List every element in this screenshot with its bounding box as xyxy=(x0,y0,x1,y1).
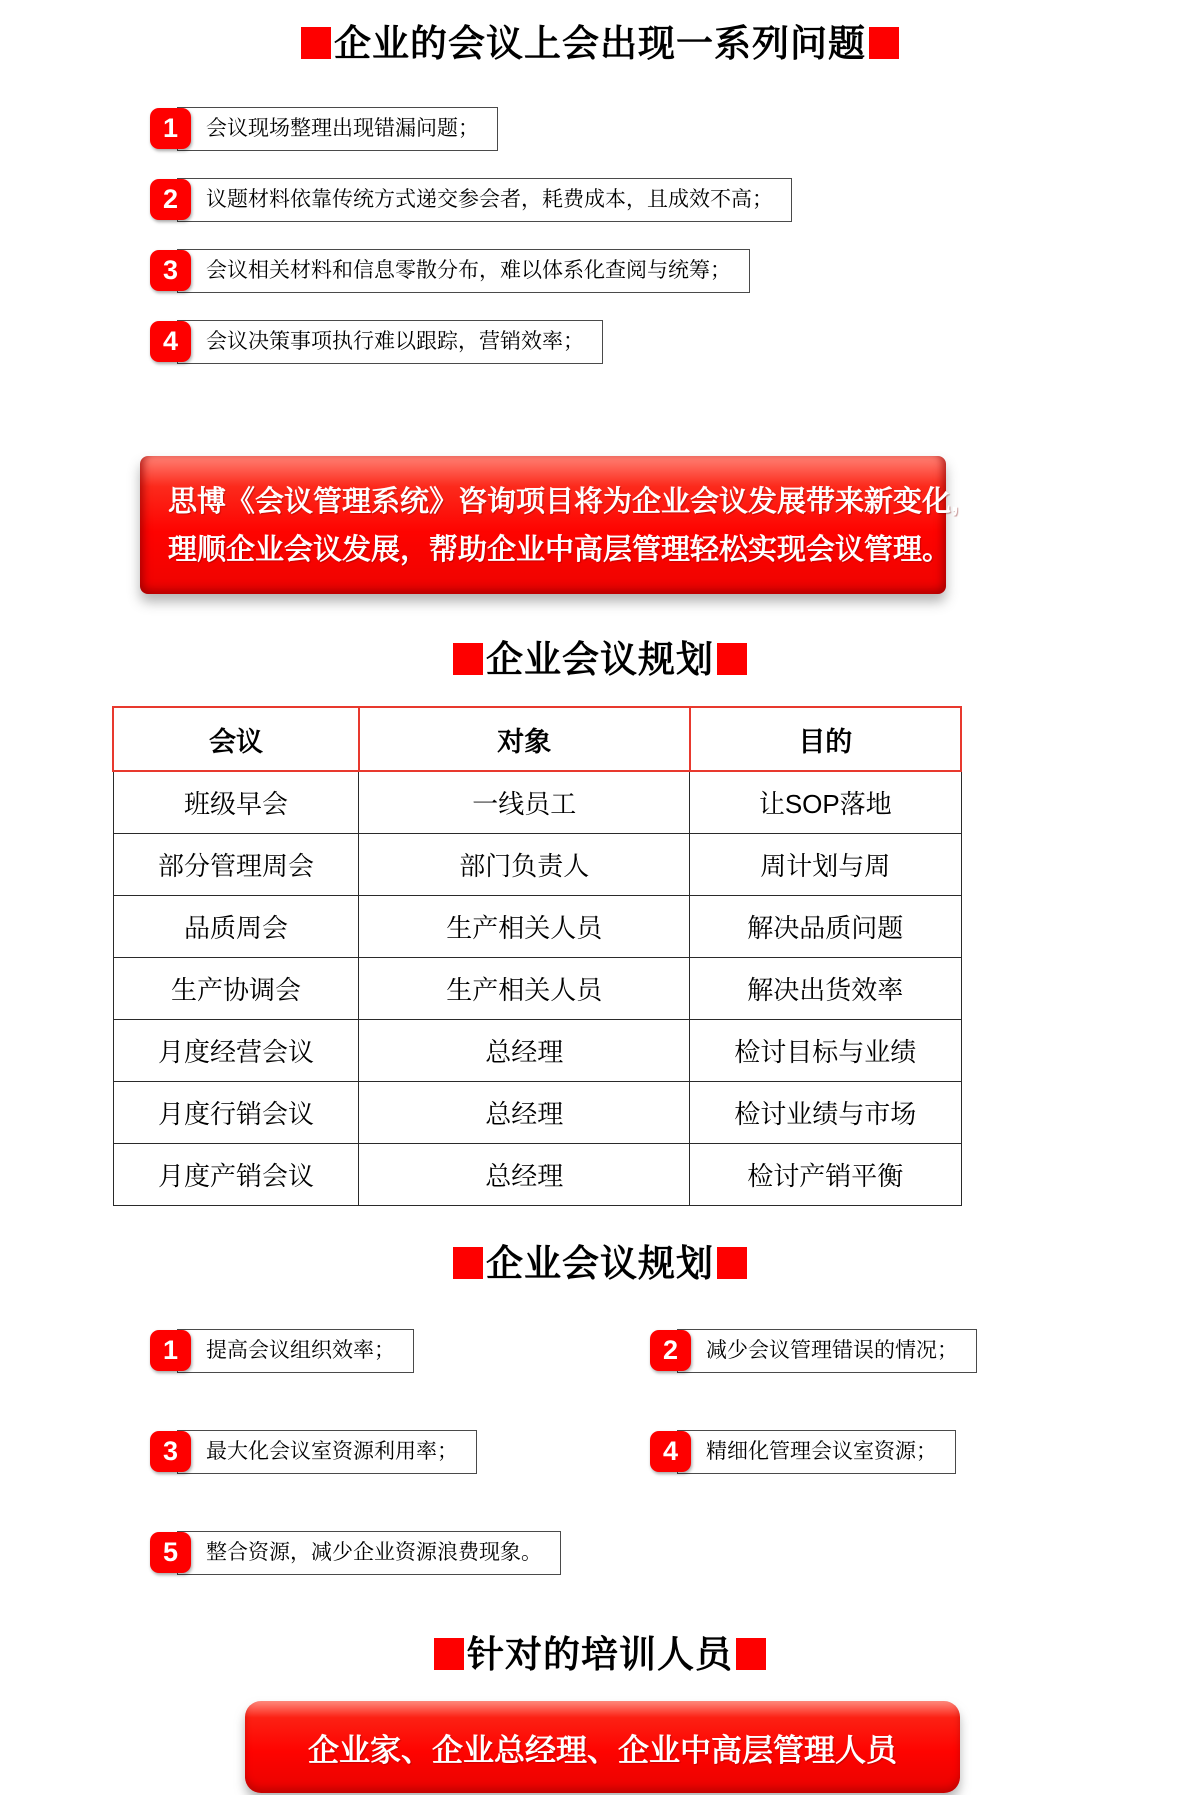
table-cell: 总经理 xyxy=(359,1143,690,1205)
item-number-badge: 2 xyxy=(650,1330,691,1371)
banner-line-1: 思博《会议管理系统》咨询项目将为企业会议发展带来新变化, xyxy=(168,485,960,518)
problems-list xyxy=(0,107,1200,364)
benefit-item xyxy=(150,1329,414,1373)
table-row xyxy=(113,1081,961,1143)
problem-item xyxy=(150,178,1200,222)
table-cell: 总经理 xyxy=(359,1081,690,1143)
table-header-cell: 目的 xyxy=(690,707,961,771)
section-title-text: 企业的会议上会出现一系列问题 xyxy=(334,23,866,64)
audience-section-title xyxy=(0,1635,1200,1676)
benefits-section-title xyxy=(0,1244,1200,1285)
item-number-badge: 5 xyxy=(150,1532,191,1573)
title-square-icon xyxy=(453,643,483,675)
item-text-box: 整合资源，减少企业资源浪费现象。 xyxy=(177,1531,561,1575)
table-cell: 班级早会 xyxy=(113,771,359,833)
item-text-box: 最大化会议室资源利用率； xyxy=(177,1430,477,1474)
table-header-cell: 对象 xyxy=(359,707,690,771)
table-cell: 生产相关人员 xyxy=(359,895,690,957)
table-row xyxy=(113,1019,961,1081)
table-cell: 让SOP落地 xyxy=(690,771,961,833)
item-number-badge: 1 xyxy=(150,108,191,149)
table-cell: 总经理 xyxy=(359,1019,690,1081)
highlight-banner xyxy=(140,456,960,594)
item-text-box: 议题材料依靠传统方式递交参会者，耗费成本，且成效不高； xyxy=(177,178,792,222)
table-cell: 生产协调会 xyxy=(113,957,359,1019)
section-title-text: 针对的培训人员 xyxy=(467,1633,733,1675)
table-row xyxy=(113,895,961,957)
banner-line-2: 理顺企业会议发展，帮助企业中高层管理轻松实现会议管理。 xyxy=(168,533,952,566)
meetings-table-wrapper xyxy=(0,706,1200,1206)
item-number-badge: 3 xyxy=(150,250,191,291)
section-title-text: 企业会议规划 xyxy=(486,638,714,680)
table-header-cell: 会议 xyxy=(113,707,359,771)
title-square-icon xyxy=(717,643,747,675)
benefits-row xyxy=(150,1329,1200,1373)
table-cell: 月度行销会议 xyxy=(113,1081,359,1143)
table-cell: 月度经营会议 xyxy=(113,1019,359,1081)
title-square-icon xyxy=(301,27,331,59)
table-row xyxy=(113,833,961,895)
item-number-badge: 4 xyxy=(650,1431,691,1472)
benefits-row xyxy=(150,1430,1200,1474)
title-square-icon xyxy=(434,1638,464,1670)
table-cell: 生产相关人员 xyxy=(359,957,690,1019)
item-text-box: 提高会议组织效率； xyxy=(177,1329,414,1373)
table-cell: 一线员工 xyxy=(359,771,690,833)
title-square-icon xyxy=(453,1247,483,1279)
table-header-row xyxy=(113,707,961,771)
item-number-badge: 4 xyxy=(150,321,191,362)
table-cell: 部分管理周会 xyxy=(113,833,359,895)
benefits-row xyxy=(150,1531,1200,1575)
benefits-list xyxy=(0,1329,1200,1575)
table-cell: 解决出货效率 xyxy=(690,957,961,1019)
item-number-badge: 3 xyxy=(150,1431,191,1472)
table-row xyxy=(113,771,961,833)
title-square-icon xyxy=(717,1247,747,1279)
benefit-item xyxy=(650,1430,956,1474)
table-row xyxy=(113,957,961,1019)
planning-section-title xyxy=(0,640,1200,681)
title-square-icon xyxy=(736,1638,766,1670)
audience-text: 企业家、企业总经理、企业中高层管理人员 xyxy=(308,1732,897,1768)
benefit-item xyxy=(650,1329,977,1373)
table-cell: 检讨产销平衡 xyxy=(690,1143,961,1205)
item-text-box: 精细化管理会议室资源； xyxy=(677,1430,956,1474)
table-cell: 检讨目标与业绩 xyxy=(690,1019,961,1081)
item-number-badge: 2 xyxy=(150,179,191,220)
table-cell: 解决品质问题 xyxy=(690,895,961,957)
section-title-text: 企业会议规划 xyxy=(486,1242,714,1284)
audience-banner xyxy=(245,1701,960,1793)
item-text-box: 会议决策事项执行难以跟踪，营销效率； xyxy=(177,320,603,364)
item-text-box: 会议相关材料和信息零散分布，难以体系化查阅与统筹； xyxy=(177,249,750,293)
title-square-icon xyxy=(869,27,899,59)
item-text-box: 减少会议管理错误的情况； xyxy=(677,1329,977,1373)
table-cell: 周计划与周 xyxy=(690,833,961,895)
benefit-item xyxy=(150,1531,561,1575)
problem-item xyxy=(150,320,1200,364)
table-cell: 检讨业绩与市场 xyxy=(690,1081,961,1143)
problem-item xyxy=(150,249,1200,293)
table-cell: 品质周会 xyxy=(113,895,359,957)
problems-section-title xyxy=(0,0,1200,65)
problem-item xyxy=(150,107,1200,151)
meetings-table xyxy=(112,706,962,1206)
table-row xyxy=(113,1143,961,1205)
benefit-item xyxy=(150,1430,477,1474)
table-cell: 月度产销会议 xyxy=(113,1143,359,1205)
item-number-badge: 1 xyxy=(150,1330,191,1371)
table-cell: 部门负责人 xyxy=(359,833,690,895)
item-text-box: 会议现场整理出现错漏问题； xyxy=(177,107,498,151)
